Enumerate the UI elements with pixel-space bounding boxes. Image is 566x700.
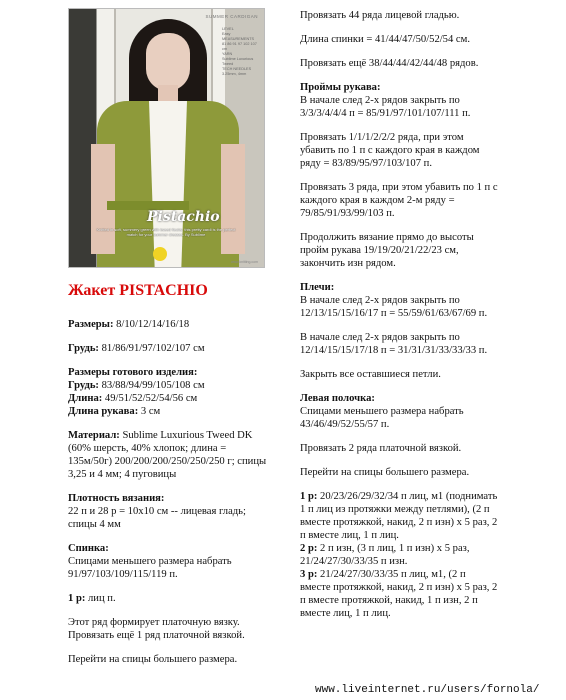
- change-needles-paragraph: Перейти на спицы большего размера.: [300, 467, 470, 478]
- photo-top-caption: SUMMER CARDIGAN: [205, 14, 258, 19]
- back-label: Спинка:: [68, 543, 109, 554]
- armhole-label: Проймы рукава:: [300, 82, 381, 93]
- sizes-label: Размеры:: [68, 319, 114, 330]
- photo-side-line: LEVEL: [222, 27, 234, 31]
- shoulders-label: Плечи:: [300, 282, 335, 293]
- shoulders-paragraph: [300, 281, 498, 320]
- photo-shirt: [149, 101, 187, 268]
- row3-label: 3 р:: [300, 569, 318, 580]
- continue-paragraph: Продолжить вязание прямо до высоты пройм рукава 19/19/20/21/22/23 см, закончить изн рядом.: [300, 232, 474, 269]
- bind-off-paragraph: Закрыть все оставшиеся петли.: [300, 369, 441, 380]
- photo-side-line: TECH NEEDLES: [222, 67, 252, 71]
- material-label: Материал:: [68, 430, 120, 441]
- garter-paragraph: Этот ряд формирует платочную вязку. Провязать ещё 1 ряд платочной вязкой.: [68, 617, 245, 641]
- gauge-label: Плотность вязания:: [68, 493, 165, 504]
- photo-model-face: [146, 33, 190, 91]
- gauge-paragraph: [68, 492, 268, 531]
- back-paragraph: [68, 542, 268, 581]
- photo-side-line: Sublime Luxurious Tweed: [222, 57, 254, 66]
- row3-value: 21/24/27/30/33/35 п лиц, м1, (2 п вместе протяжкой, накид, 2 п изн) х 5 раз, 2 п вместе протяжкой, накид, 1 п изн, 2 п вместе лиц, 1 п лиц.: [300, 569, 498, 619]
- left-column: [68, 318, 268, 666]
- finished-sizes: [68, 366, 268, 418]
- photo-side-line: Easy: [222, 32, 231, 36]
- needles-paragraph: Перейти на спицы большего размера.: [68, 654, 238, 665]
- photo-model-arm-left: [91, 144, 115, 254]
- row1-value: лиц п.: [85, 593, 116, 604]
- photo-footer: www.knitting.com: [230, 260, 258, 264]
- left-front-label: Левая полочка:: [300, 393, 375, 404]
- source-url: www.liveinternet.ru/users/fornola/: [315, 684, 540, 696]
- shoulders-value: В начале след 2-х рядов закрыть по 12/13/15/15/16/17 п = 55/59/61/63/67/69 п.: [300, 295, 488, 319]
- finished-label: Размеры готового изделия:: [68, 367, 198, 378]
- armhole-value: В начале след 2-х рядов закрыть по 3/3/3/4/4/4 п = 85/91/97/101/107/111 п.: [300, 95, 471, 119]
- row-instructions: [300, 490, 498, 620]
- photo-side-info: [222, 27, 258, 77]
- row1-label: 1 р:: [68, 593, 86, 604]
- sleeve-length-value: 3 см: [138, 406, 161, 417]
- photo-side-line: 3.25mm, 4mm: [222, 72, 247, 76]
- row1-label: 1 р:: [300, 491, 318, 502]
- sizes-line: [68, 318, 268, 331]
- finished-chest-label: Грудь:: [68, 380, 99, 391]
- right-column: [300, 9, 498, 620]
- garter-rows-paragraph: Провязать 2 ряда платочной вязкой.: [300, 443, 462, 454]
- sizes-value: 8/10/12/14/16/18: [113, 319, 190, 330]
- photo-model-arm-right: [221, 144, 245, 254]
- stockinette-paragraph: Провязать 44 ряда лицевой гладью.: [300, 10, 460, 21]
- decrease-paragraph-2: Провязать 3 ряда, при этом убавить по 1 п с каждого края в каждом 2-м ряду = 79/85/91/93/99/103 п.: [300, 182, 498, 219]
- back-length-paragraph: Длина спинки = 41/44/47/50/52/54 см.: [300, 34, 470, 45]
- finished-chest-value: 83/88/94/99/105/108 см: [98, 380, 205, 391]
- row2-label: 2 р:: [300, 543, 318, 554]
- photo-side-line: 81 86 91 97 102 107 cm: [222, 42, 257, 51]
- decrease-paragraph-1: Провязать 1/1/1/2/2/2 ряда, при этом убавить по 1 п с каждого края в каждом ряду = 83/89/95/97/103/107 п.: [300, 132, 480, 169]
- material-paragraph: [68, 429, 268, 481]
- photo-side-line: MEASUREMENTS: [222, 37, 255, 41]
- left-front-value: Спицами меньшего размера набрать 43/46/49/52/55/57 п.: [300, 406, 464, 430]
- armhole-paragraph: [300, 81, 498, 120]
- chest-line: [68, 342, 268, 355]
- row1-paragraph: [68, 592, 268, 605]
- row1-value: 20/23/26/29/32/34 п лиц, м1 (поднимать 1 п лиц из протяжки между петлями), (2 п вместе протяжкой, накид, 2 п изн) х 5 раз, 2 п вместе лиц, 1 п лиц.: [300, 491, 498, 541]
- photo-title: Pistachio: [147, 209, 220, 225]
- left-front-paragraph: [300, 392, 498, 431]
- photo-flower: [153, 247, 167, 261]
- row2-value: 2 п изн, (3 п лиц, 1 п изн) х 5 раз, 21/24/27/30/33/35 п изн.: [300, 543, 470, 567]
- shoulders-paragraph-2: В начале след 2-х рядов закрыть по 12/14/15/15/17/18 п = 31/31/31/33/33/33 п.: [300, 332, 488, 356]
- sleeve-length-label: Длина рукава:: [68, 406, 139, 417]
- pattern-title: Жакет PISTACHIO: [68, 282, 208, 299]
- length-label: Длина:: [68, 393, 103, 404]
- photo-side-line: YARN: [222, 52, 233, 56]
- material-value: Sublime Luxurious Tweed DK (60% шерсть, 40% хлопок; длина = 135м/50г) 200/200/200/250/250/250 г; спицы 3,25 и 4 мм; 4 пуговицы: [68, 430, 267, 480]
- pattern-photo: [68, 8, 265, 268]
- length-value: 49/51/52/52/54/56 см: [102, 393, 198, 404]
- chest-label: Грудь:: [68, 343, 99, 354]
- back-value: Спицами меньшего размера набрать 91/97/103/109/115/119 п.: [68, 556, 232, 580]
- photo-description: Knitted in soft, summery green with tweed flecks, this pretty cardi is the perfect match for your summer dresses. By Sublime: [96, 227, 236, 237]
- gauge-value: 22 п и 28 р = 10x10 см -- лицевая гладь; спицы 4 мм: [68, 506, 246, 530]
- chest-value: 81/86/91/97/102/107 см: [98, 343, 205, 354]
- more-rows-paragraph: Провязать ещё 38/44/44/42/44/48 рядов.: [300, 58, 479, 69]
